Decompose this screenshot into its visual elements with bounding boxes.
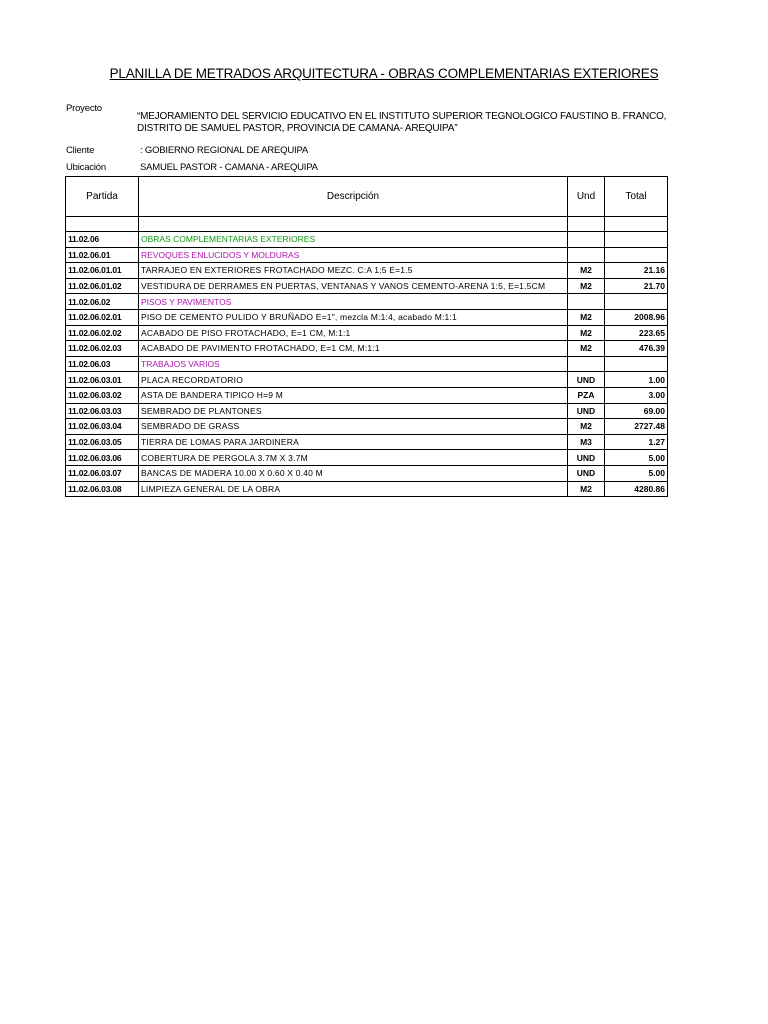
- total-cell: 4280.86: [605, 481, 668, 497]
- table-row: [66, 403, 668, 419]
- descripcion-cell: PLACA RECORDATORIO: [139, 372, 568, 388]
- descripcion-cell: TARRAJEO EN EXTERIORES FROTACHADO MEZC. C:A 1:5 E=1.5: [139, 263, 568, 279]
- descripcion-cell: ACABADO DE PAVIMENTO FROTACHADO, E=1 CM, M:1:1: [139, 341, 568, 357]
- partida-cell: 11.02.06.03.02: [66, 387, 139, 403]
- table-row: [66, 434, 668, 450]
- descripcion-cell: LIMPIEZA GENERAL DE LA OBRA: [139, 481, 568, 497]
- und-cell: M2: [568, 325, 605, 341]
- total-cell: 5.00: [605, 450, 668, 466]
- partida-cell: 11.02.06.02.03: [66, 341, 139, 357]
- partida-cell: 11.02.06.02.01: [66, 309, 139, 325]
- partida-cell: 11.02.06.03.05: [66, 434, 139, 450]
- table-row: [66, 232, 668, 248]
- table-row: [66, 419, 668, 435]
- blank-cell: [568, 217, 605, 232]
- cliente-value: : GOBIERNO REGIONAL DE AREQUIPA: [140, 145, 309, 156]
- und-cell: [568, 356, 605, 372]
- und-cell: [568, 294, 605, 310]
- total-cell: 2008.96: [605, 309, 668, 325]
- blank-row: [66, 217, 668, 232]
- und-cell: M3: [568, 434, 605, 450]
- partida-cell: 11.02.06.01: [66, 247, 139, 263]
- table-row: [66, 325, 668, 341]
- und-cell: M2: [568, 341, 605, 357]
- table-row: [66, 309, 668, 325]
- descripcion-cell: TRABAJOS VARIOS: [139, 356, 568, 372]
- total-cell: [605, 232, 668, 248]
- partida-cell: 11.02.06.03.06: [66, 450, 139, 466]
- total-cell: [605, 294, 668, 310]
- table-row: [66, 247, 668, 263]
- partida-cell: 11.02.06.03.01: [66, 372, 139, 388]
- table-row: [66, 372, 668, 388]
- descripcion-cell: ACABADO DE PISO FROTACHADO, E=1 CM, M:1:1: [139, 325, 568, 341]
- und-cell: M2: [568, 278, 605, 294]
- table-row: [66, 356, 668, 372]
- table-row: [66, 465, 668, 481]
- descripcion-cell: VESTIDURA DE DERRAMES EN PUERTAS, VENTANAS Y VANOS CEMENTO-ARENA 1:5, E=1.5CM: [139, 278, 568, 294]
- und-cell: [568, 232, 605, 248]
- page-title: PLANILLA DE METRADOS ARQUITECTURA - OBRAS COMPLEMENTARIAS EXTERIORES: [109, 66, 659, 81]
- und-cell: UND: [568, 465, 605, 481]
- partida-cell: 11.02.06.01.01: [66, 263, 139, 279]
- und-cell: M2: [568, 481, 605, 497]
- table-row: [66, 263, 668, 279]
- total-cell: 21.16: [605, 263, 668, 279]
- descripcion-cell: PISOS Y PAVIMENTOS: [139, 294, 568, 310]
- header-und: Und: [568, 177, 605, 217]
- und-cell: M2: [568, 309, 605, 325]
- descripcion-cell: TIERRA DE LOMAS PARA JARDINERA: [139, 434, 568, 450]
- partida-cell: 11.02.06.03: [66, 356, 139, 372]
- partida-cell: 11.02.06.03.07: [66, 465, 139, 481]
- blank-cell: [605, 217, 668, 232]
- partida-cell: 11.02.06.02.02: [66, 325, 139, 341]
- header-total: Total: [605, 177, 668, 217]
- und-cell: UND: [568, 372, 605, 388]
- descripcion-cell: SEMBRADO DE GRASS: [139, 419, 568, 435]
- proyecto-line-1: “MEJORAMIENTO DEL SERVICIO EDUCATIVO EN EL INSTITUTO SUPERIOR TEGNOLOGICO FAUSTINO B. FRANCO,: [137, 111, 667, 122]
- total-cell: 5.00: [605, 465, 668, 481]
- partida-cell: 11.02.06.02: [66, 294, 139, 310]
- descripcion-cell: OBRAS COMPLEMENTARIAS EXTERIORES: [139, 232, 568, 248]
- total-cell: 476.39: [605, 341, 668, 357]
- proyecto-label: Proyecto: [66, 103, 102, 114]
- descripcion-cell: SEMBRADO DE PLANTONES: [139, 403, 568, 419]
- table-row: [66, 294, 668, 310]
- table-row: [66, 450, 668, 466]
- ubicacion-label: Ubicación: [66, 162, 106, 173]
- proyecto-line-2: DISTRITO DE SAMUEL PASTOR, PROVINCIA DE CAMANA- AREQUIPA”: [137, 123, 458, 134]
- table-row: [66, 278, 668, 294]
- cliente-label: Cliente: [66, 145, 95, 156]
- table-row: [66, 387, 668, 403]
- partida-cell: 11.02.06: [66, 232, 139, 248]
- table-header-row: [66, 177, 668, 217]
- total-cell: 223.65: [605, 325, 668, 341]
- descripcion-cell: PISO DE CEMENTO PULIDO Y BRUÑADO E=1", mezcla M:1:4, acabado M:1:1: [139, 309, 568, 325]
- total-cell: 21.70: [605, 278, 668, 294]
- header-descripcion: Descripción: [139, 177, 568, 217]
- total-cell: 1.00: [605, 372, 668, 388]
- descripcion-cell: COBERTURA DE PERGOLA 3.7M X 3.7M: [139, 450, 568, 466]
- total-cell: 1.27: [605, 434, 668, 450]
- und-cell: M2: [568, 419, 605, 435]
- total-cell: [605, 356, 668, 372]
- descripcion-cell: ASTA DE BANDERA TIPICO H=9 M: [139, 387, 568, 403]
- total-cell: [605, 247, 668, 263]
- partida-cell: 11.02.06.03.04: [66, 419, 139, 435]
- table-row: [66, 481, 668, 497]
- total-cell: 3.00: [605, 387, 668, 403]
- und-cell: [568, 247, 605, 263]
- blank-cell: [139, 217, 568, 232]
- ubicacion-value: SAMUEL PASTOR - CAMANA - AREQUIPA: [140, 162, 318, 173]
- und-cell: PZA: [568, 387, 605, 403]
- partida-cell: 11.02.06.01.02: [66, 278, 139, 294]
- table-row: [66, 341, 668, 357]
- descripcion-cell: BANCAS DE MADERA 10.00 X 0.60 X 0.40 M: [139, 465, 568, 481]
- partida-cell: 11.02.06.03.08: [66, 481, 139, 497]
- blank-cell: [66, 217, 139, 232]
- und-cell: UND: [568, 450, 605, 466]
- metrados-table: [65, 176, 668, 497]
- total-cell: 2727.48: [605, 419, 668, 435]
- und-cell: UND: [568, 403, 605, 419]
- partida-cell: 11.02.06.03.03: [66, 403, 139, 419]
- header-partida: Partida: [66, 177, 139, 217]
- und-cell: M2: [568, 263, 605, 279]
- descripcion-cell: REVOQUES ENLUCIDOS Y MOLDURAS: [139, 247, 568, 263]
- total-cell: 69.00: [605, 403, 668, 419]
